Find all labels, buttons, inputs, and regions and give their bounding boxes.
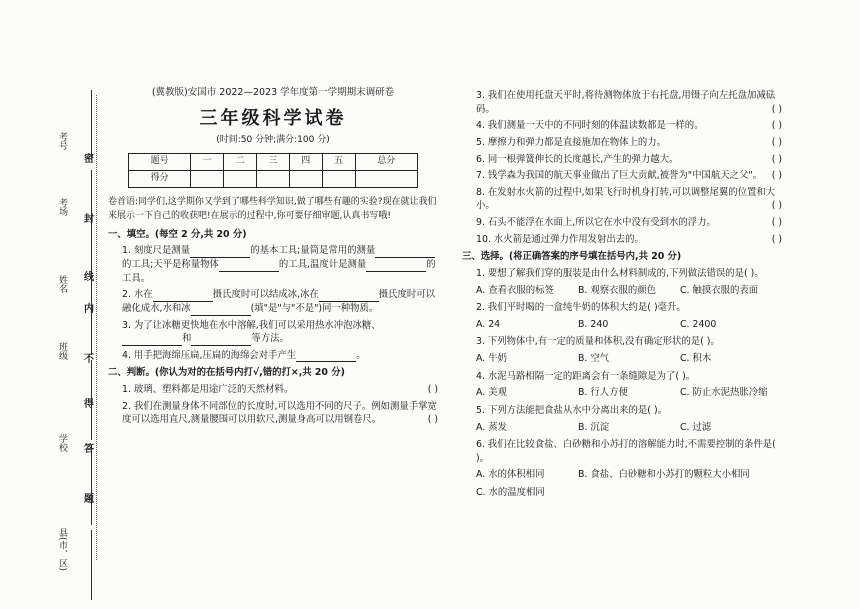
intro-text: 卷首语:同学们,这学期你又学到了哪些科学知识,做了哪些有趣的实验?现在就让我们来展示一下自己的收获吧!在展示的过程中,你可要仔细审题,认真书写哦! bbox=[108, 196, 437, 221]
option[interactable]: C. 2400 bbox=[680, 318, 717, 330]
answer-paren[interactable]: ( ) bbox=[771, 153, 782, 165]
text: 6. 同一根弹簧伸长的长度越长,产生的弹力越大。 bbox=[476, 153, 679, 165]
option[interactable]: C. 过滤 bbox=[680, 421, 712, 433]
text: 的工具。 bbox=[122, 259, 436, 284]
text: 2. 我们在测量身体不同部位的长度时,可以选用不同的尺子。例如测量手掌宽度可以选用直尺,测量腰围可以用软尺,测量身高可以用钢卷尺。 bbox=[122, 400, 437, 426]
option[interactable]: A. 水的体积相同 bbox=[476, 469, 545, 481]
answer-blank[interactable] bbox=[153, 292, 213, 302]
answer-paren[interactable]: ( ) bbox=[771, 103, 782, 115]
text: 7. 钱学森为我国的航天事业做出了巨大贡献,被誉为"中国航天之父"。 bbox=[476, 170, 763, 182]
label-school: 学校 bbox=[57, 434, 67, 452]
judge-question-3 bbox=[462, 89, 782, 116]
option[interactable]: B. 食盐、白砂糖和小苏打的颗粒大小相同 bbox=[578, 469, 750, 481]
option[interactable]: A. 美观 bbox=[476, 387, 507, 399]
score-input-cell[interactable] bbox=[289, 170, 322, 187]
text: 1. 刻度尺是测量 bbox=[122, 245, 191, 257]
score-header-cell: 四 bbox=[289, 153, 322, 170]
option[interactable]: C. 水的温度相同 bbox=[476, 487, 545, 498]
seal-char: 题 bbox=[84, 494, 94, 505]
option[interactable]: A. 牛奶 bbox=[476, 353, 507, 364]
text: 摄氏度时可以结成冰,冰在 bbox=[212, 289, 319, 301]
label-name: 姓名 bbox=[57, 275, 67, 293]
label-class: 班级 bbox=[57, 342, 67, 360]
answer-paren[interactable]: ( ) bbox=[427, 414, 438, 426]
answer-paren[interactable]: ( ) bbox=[427, 384, 438, 396]
underline bbox=[91, 445, 93, 525]
score-input-cell[interactable] bbox=[257, 170, 290, 187]
option[interactable]: C. 积木 bbox=[680, 353, 712, 364]
answer-blank[interactable] bbox=[296, 352, 356, 362]
section3-heading: 三、选择。(将正确答案的序号填在括号内,共 20 分) bbox=[462, 251, 682, 263]
answer-blank[interactable] bbox=[190, 248, 250, 258]
answer-blank[interactable] bbox=[375, 248, 435, 258]
score-header-cell: 总分 bbox=[355, 153, 417, 170]
choice-question-2: 2. 我们平时喝的一盒纯牛奶的体积大约是( )毫升。 bbox=[476, 302, 686, 314]
exam-meta: (时间:50 分钟;满分:100 分) bbox=[216, 134, 330, 145]
text: 等方法。 bbox=[251, 333, 289, 345]
option[interactable]: C. 防止水泥热胀冷缩 bbox=[680, 387, 768, 399]
text: 2. 水在 bbox=[122, 289, 153, 301]
choice-options bbox=[462, 486, 782, 500]
judge-question-4 bbox=[462, 119, 782, 133]
score-input-cell[interactable] bbox=[355, 170, 417, 187]
option[interactable]: B. 观察衣服的颜色 bbox=[578, 284, 657, 296]
exam-subtitle: (冀教版)安国市 2022—2023 学年度第一学期期末调研卷 bbox=[151, 87, 395, 98]
underline bbox=[91, 530, 93, 600]
option[interactable]: A. 查看衣服的标签 bbox=[476, 284, 554, 296]
choice-question-3: 3. 下列物体中,有一定的质量和体积,没有确定形状的是( )。 bbox=[476, 336, 720, 348]
text: 的基本工具;量筒是常用的测量 bbox=[250, 245, 376, 257]
judge-question-9 bbox=[462, 216, 782, 230]
choice-options bbox=[462, 318, 782, 332]
judge-question-2 bbox=[108, 400, 438, 427]
option[interactable]: B. 240 bbox=[578, 318, 609, 330]
fill-question-2 bbox=[108, 288, 438, 315]
left-column bbox=[108, 86, 438, 430]
text: 和 bbox=[182, 333, 192, 345]
judge-question-1 bbox=[108, 383, 438, 397]
fill-question-4 bbox=[108, 349, 438, 363]
label-exam-number: 考号 bbox=[57, 132, 67, 150]
text: 。 bbox=[356, 349, 366, 361]
score-header-cell: 题号 bbox=[129, 153, 191, 170]
text: (填"是"与"不是")同一种物质。 bbox=[250, 302, 379, 314]
score-input-cell[interactable] bbox=[322, 170, 355, 187]
answer-blank[interactable] bbox=[191, 336, 251, 346]
text: 9. 石头不能浮在水面上,所以它在水中没有受到水的浮力。 bbox=[476, 217, 716, 228]
answer-paren[interactable]: ( ) bbox=[771, 170, 782, 182]
judge-question-6 bbox=[462, 153, 782, 167]
choice-options bbox=[462, 421, 782, 435]
answer-paren[interactable]: ( ) bbox=[771, 233, 782, 245]
seal-char: 线 bbox=[84, 272, 94, 283]
score-header-cell: 五 bbox=[322, 153, 355, 170]
option[interactable]: A. 24 bbox=[476, 318, 501, 330]
text: 10. 水火箭是通过弹力作用发射出去的。 bbox=[476, 233, 644, 245]
choice-question-5: 5. 下列方法能把食盐从水中分离出来的是( )。 bbox=[476, 404, 667, 416]
answer-blank[interactable] bbox=[366, 262, 426, 272]
judge-question-8 bbox=[462, 186, 782, 213]
seal-char: 内 bbox=[84, 304, 94, 315]
answer-paren[interactable]: ( ) bbox=[771, 136, 782, 148]
score-header-cell: 二 bbox=[224, 153, 257, 170]
option[interactable]: A. 蒸发 bbox=[476, 421, 507, 433]
seal-char: 封 bbox=[84, 214, 94, 225]
seal-char: 得 bbox=[84, 399, 94, 410]
answer-blank[interactable] bbox=[191, 306, 251, 316]
fill-question-1 bbox=[108, 244, 438, 285]
text: 摄氏度时可以融化成水,水和冰 bbox=[122, 289, 436, 314]
answer-blank[interactable] bbox=[122, 336, 182, 346]
option[interactable]: C. 触摸衣服的表面 bbox=[680, 284, 759, 296]
fill-question-3 bbox=[108, 319, 438, 346]
text: 4. 用手把海绵压扁,压扁的海绵会对手产生 bbox=[122, 349, 297, 361]
score-header-cell: 三 bbox=[257, 153, 290, 170]
choice-options bbox=[462, 284, 782, 298]
answer-paren[interactable]: ( ) bbox=[771, 200, 782, 212]
text: 5. 摩擦力和弹力都是直接施加在物体上的力。 bbox=[476, 136, 667, 148]
text: 3. 我们在使用托盘天平时,将待测物体放于右托盘,用镊子向左托盘加减砝码。 bbox=[476, 90, 776, 115]
judge-question-5 bbox=[462, 136, 782, 150]
exam-title: 三年级科学试卷 bbox=[199, 107, 347, 129]
choice-question-1: 1. 要想了解我们穿的服装是由什么材料制成的,下列做法错误的是( )。 bbox=[476, 267, 764, 279]
score-input-cell[interactable] bbox=[224, 170, 257, 187]
option[interactable]: B. 空气 bbox=[578, 353, 610, 364]
answer-paren[interactable]: ( ) bbox=[771, 217, 782, 228]
score-input-cell[interactable] bbox=[191, 170, 224, 187]
option[interactable]: B. 沉淀 bbox=[578, 421, 610, 433]
choice-question-6: 6. 我们在比较食盐、白砂糖和小苏打的溶解能力时,不需要控制的条件是( )。 bbox=[476, 439, 776, 464]
right-column bbox=[462, 86, 782, 504]
text: 1. 玻璃、塑料都是用途广泛的天然材料。 bbox=[122, 384, 294, 396]
score-header-cell: 一 bbox=[191, 153, 224, 170]
text: 的工具,温度计是测量 bbox=[278, 259, 367, 271]
answer-blank[interactable] bbox=[319, 292, 379, 302]
judge-question-7 bbox=[462, 169, 782, 183]
choice-question-4: 4. 水泥马路相隔一定的距离会有一条缝隙是为了( )。 bbox=[476, 370, 696, 382]
choice-options bbox=[462, 468, 782, 482]
text: 8. 在发射水火箭的过程中,如果飞行时机身打转,可以调整尾翼的位置和大小。 bbox=[476, 186, 776, 212]
text: 4. 我们测量一天中的不同时刻的体温读数都是一样的。 bbox=[476, 120, 704, 132]
choice-options bbox=[462, 386, 782, 400]
score-label-cell: 得分 bbox=[129, 170, 191, 187]
section1-heading: 一、填空。(每空 2 分,共 20 分) bbox=[108, 228, 247, 240]
option[interactable]: B. 行人方便 bbox=[578, 387, 628, 399]
score-table bbox=[128, 153, 418, 188]
answer-blank[interactable] bbox=[219, 262, 279, 272]
text: 的工具;天平是称量物体 bbox=[122, 259, 219, 271]
choice-options bbox=[462, 352, 782, 366]
seal-line bbox=[96, 95, 97, 560]
seal-char: 答 bbox=[84, 444, 94, 455]
seal-char: 密 bbox=[84, 154, 94, 165]
answer-paren[interactable]: ( ) bbox=[771, 120, 782, 132]
judge-question-10 bbox=[462, 233, 782, 247]
seal-char: 不 bbox=[84, 354, 94, 365]
label-exam-room: 考场 bbox=[57, 198, 67, 216]
text: 3. 为了让冰糖更快地在水中溶解,我们可以采用热水冲泡冰糖、 bbox=[122, 319, 381, 331]
section2-heading: 二、判断。(你认为对的在括号内打√,错的打×,共 20 分) bbox=[108, 367, 345, 379]
label-county: 县(市、区) bbox=[57, 528, 67, 572]
